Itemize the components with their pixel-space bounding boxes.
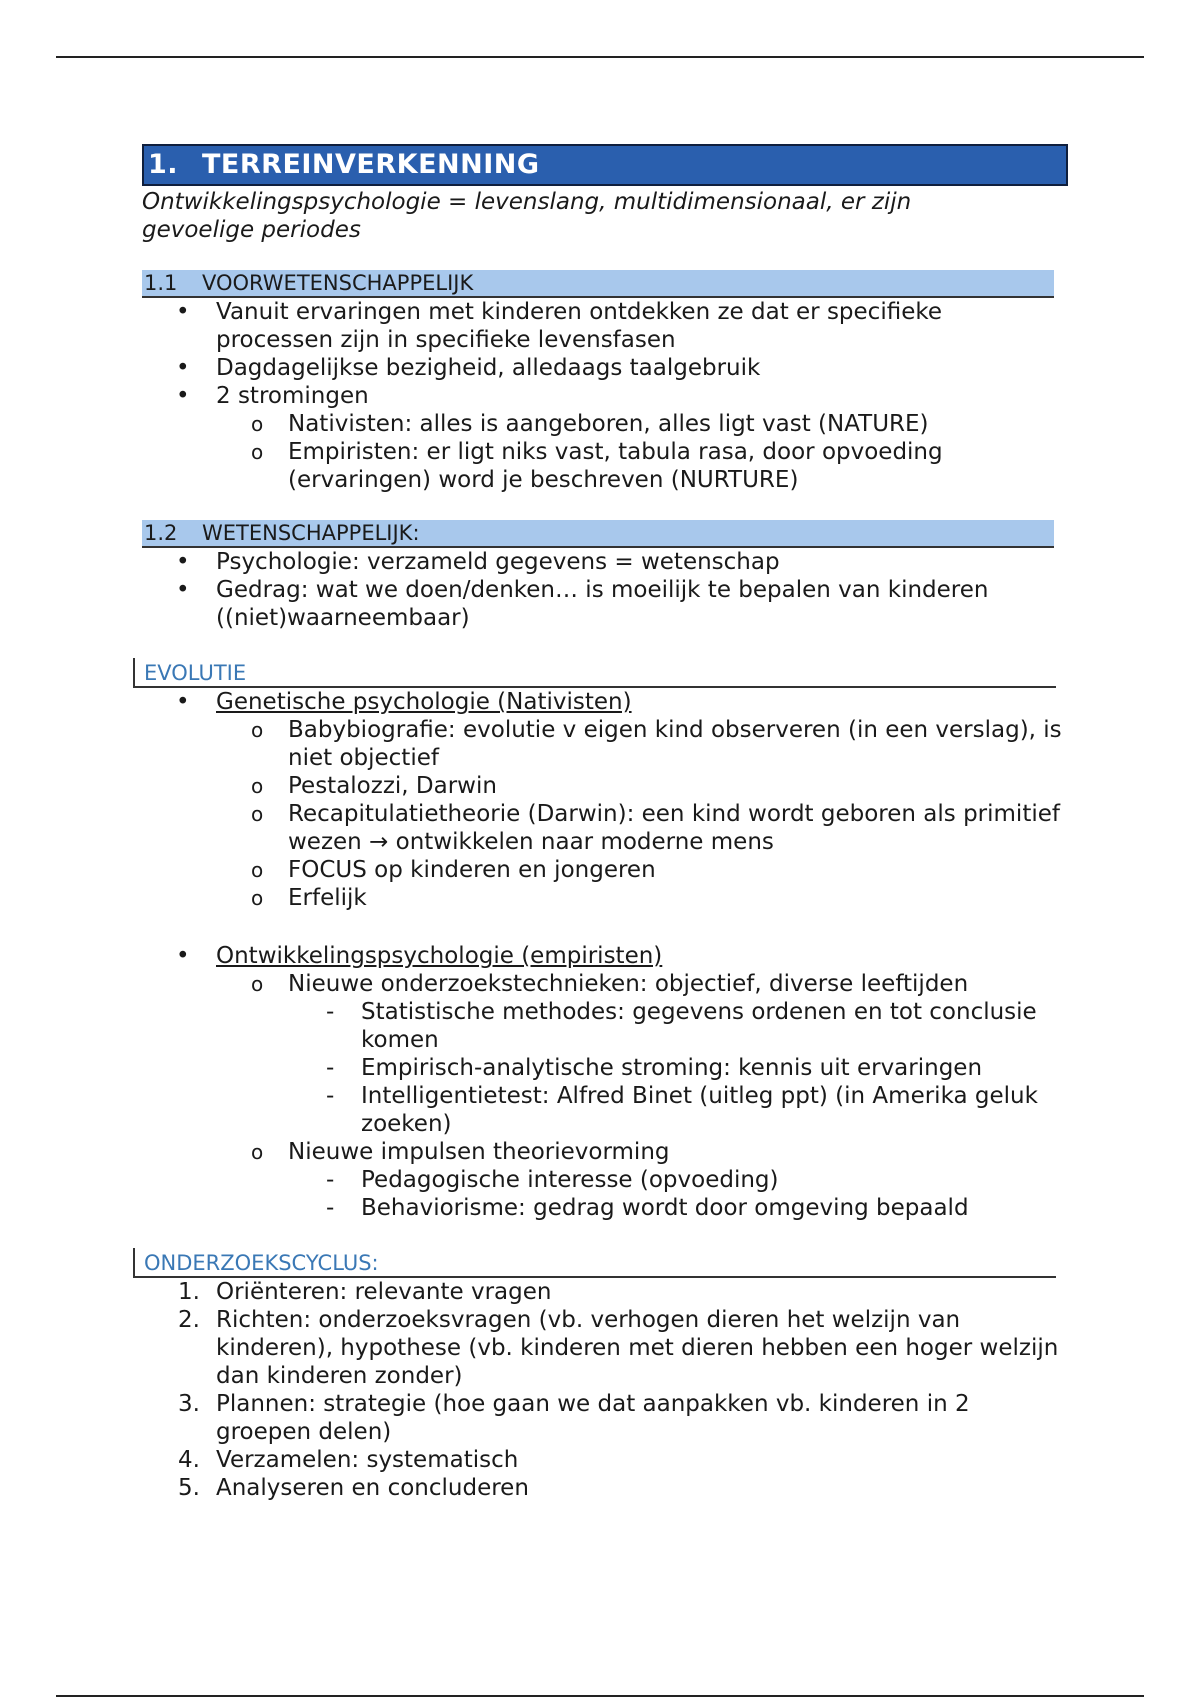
circle-bullet-icon: o (251, 858, 264, 882)
section-heading-1 (142, 144, 1068, 186)
intro-text: Ontwikkelingspsychologie = levenslang, multidimensionaal, er zijn gevoelige periodes (142, 189, 912, 243)
list-item: 2. Richten: onderzoeksvragen (vb. verhogen dieren het welzijn van kinderen), hypothese (vb. kinderen met dieren hebben een hoger welzijn dan kinderen zonder) (178, 1307, 1059, 1389)
bullet-icon: • (176, 549, 190, 575)
list-item: • Ontwikkelingspsychologie (empiristen) (176, 943, 663, 969)
circle-bullet-icon: o (251, 412, 264, 436)
list-item: - Behaviorisme: gedrag wordt door omgeving bepaald (326, 1195, 969, 1221)
bullet-list (142, 942, 1066, 1222)
list-item: o Empiristen: er ligt niks vast, tabula rasa, door opvoeding (ervaringen) word je beschreven (NURTURE) (251, 439, 943, 493)
footer-rule (56, 1695, 1144, 1697)
dash-bullet-icon: - (326, 1055, 335, 1081)
list-item: - Empirisch-analytische stroming: kennis uit ervaringen (326, 1055, 983, 1081)
circle-bullet-icon: o (251, 774, 264, 798)
circle-bullet-icon: o (251, 718, 264, 742)
list-item: 4. Verzamelen: systematisch (178, 1447, 519, 1473)
list-item: 1. Oriënteren: relevante vragen (178, 1279, 552, 1305)
list-item: o Babybiografie: evolutie v eigen kind observeren (in een verslag), is niet objectief (251, 717, 1062, 771)
bullet-icon: • (176, 383, 190, 409)
circle-bullet-icon: o (251, 802, 264, 826)
dash-bullet-icon: - (326, 999, 335, 1025)
section-number: 1.1 (144, 271, 178, 295)
bullet-icon: • (176, 689, 190, 715)
list-item: • 2 stromingen (176, 383, 369, 409)
bullet-list (142, 688, 1066, 912)
list-item: 3. Plannen: strategie (hoe gaan we dat aanpakken vb. kinderen in 2 groepen delen) (178, 1391, 970, 1445)
list-item: o Erfelijk (251, 885, 367, 911)
bullet-icon: • (176, 943, 190, 969)
section-title: WETENSCHAPPELIJK: (202, 521, 420, 545)
section-title: VOORWETENSCHAPPELIJK (202, 271, 474, 295)
circle-bullet-icon: o (251, 886, 264, 910)
dash-bullet-icon: - (326, 1167, 335, 1193)
evolutie-heading: EVOLUTIE (133, 658, 1056, 688)
bullet-list (142, 298, 1066, 494)
list-item: o Nieuwe impulsen theorievorming (251, 1139, 670, 1165)
section-title: TERREINVERKENNING (202, 149, 540, 180)
bullet-icon: • (176, 577, 190, 603)
bullet-icon: • (176, 355, 190, 381)
circle-bullet-icon: o (251, 440, 264, 464)
list-item: - Pedagogische interesse (opvoeding) (326, 1167, 779, 1193)
list-item: • Psychologie: verzameld gegevens = wetenschap (176, 549, 780, 575)
list-item: - Intelligentietest: Alfred Binet (uitleg ppt) (in Amerika geluk zoeken) (326, 1083, 1038, 1137)
section-number: 1. (148, 149, 179, 180)
list-item: 5. Analyseren en concluderen (178, 1475, 529, 1501)
list-item: o Recapitulatietheorie (Darwin): een kind wordt geboren als primitief wezen → ontwikkelen naar moderne mens (251, 801, 1060, 855)
document-body (142, 144, 1066, 1502)
dash-bullet-icon: - (326, 1083, 335, 1109)
header-rule (56, 56, 1144, 58)
numbered-list (142, 1278, 1066, 1502)
list-item: o FOCUS op kinderen en jongeren (251, 857, 656, 883)
dash-bullet-icon: - (326, 1195, 335, 1221)
list-item: - Statistische methodes: gegevens ordenen en tot conclusie komen (326, 999, 1037, 1053)
section-number: 1.2 (144, 521, 178, 545)
circle-bullet-icon: o (251, 1140, 264, 1164)
list-item: o Pestalozzi, Darwin (251, 773, 497, 799)
section-heading-1-2 (142, 520, 1054, 548)
list-item: • Vanuit ervaringen met kinderen ontdekken ze dat er specifieke processen zijn in specifieke levensfasen (176, 299, 943, 353)
list-item: • Gedrag: wat we doen/denken… is moeilijk te bepalen van kinderen ((niet)waarneembaar) (176, 577, 989, 631)
circle-bullet-icon: o (251, 972, 264, 996)
onderzoekscyclus-heading: ONDERZOEKSCYCLUS: (133, 1248, 1056, 1278)
list-item: • Genetische psychologie (Nativisten) (176, 689, 632, 715)
list-item: • Dagdagelijkse bezigheid, alledaags taalgebruik (176, 355, 761, 381)
section-heading-1-1 (142, 270, 1054, 298)
list-item: o Nativisten: alles is aangeboren, alles ligt vast (NATURE) (251, 411, 929, 437)
list-item: o Nieuwe onderzoekstechnieken: objectief, diverse leeftijden (251, 971, 969, 997)
bullet-icon: • (176, 299, 190, 325)
bullet-list (142, 548, 1066, 632)
